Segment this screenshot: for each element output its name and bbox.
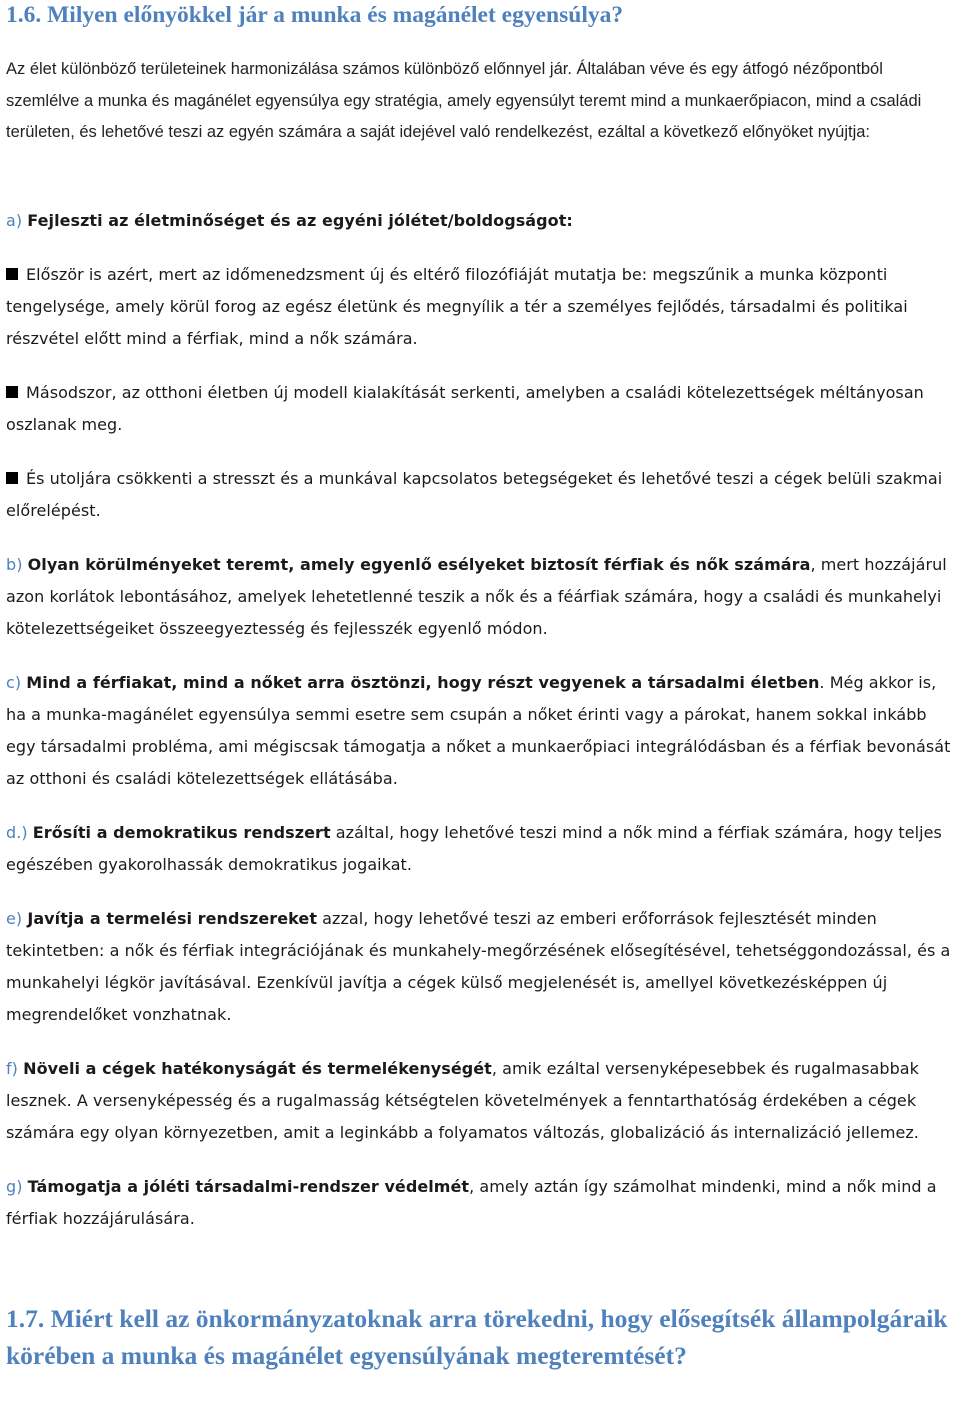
bullet-text: És utoljára csökkenti a stresszt és a munkával kapcsolatos betegségeket és lehetővé teszi a cégek belüli szakmai előrelépést.	[6, 469, 943, 520]
benefit-a-bullet-2	[6, 377, 958, 441]
benefit-e-letter: e)	[6, 909, 23, 928]
benefit-g	[6, 1171, 958, 1235]
square-bullet-icon	[6, 386, 18, 398]
benefit-d-text: azáltal, hogy lehetővé teszi mind a nők mind a férfiak számára, hogy teljes egészében gyakorolhassák demokratikus jogaikat.	[6, 823, 942, 874]
benefit-f-text: , amik ezáltal versenyképesebbek és rugalmasabbak lesznek. A versenyképesség és a rugalmasság kétségtelen követelmények a fenntarthatóság érdekében a cégek számára egy olyan környezetben, amit a leginkább a folyamatos változás, globalizáció ás internalizáció jellemez.	[6, 1059, 919, 1142]
benefit-b-title: Olyan körülményeket teremt, amely egyenlő esélyeket biztosít férfiak és nők számára	[27, 555, 811, 574]
benefit-c	[6, 667, 958, 795]
benefit-e-text: azzal, hogy lehetővé teszi az emberi erőforrások fejlesztését minden tekintetben: a nők és férfiak integrációjának és munkahely-megőrzésének elősegítésével, tehetséggondozással, és a munkahelyi légkör javításával. Ezenkívül javítja a cégek külső megjelenését is, amellyel következésképpen új megrendelőket vonzhatnak.	[6, 909, 951, 1024]
benefit-b-text: , mert hozzájárul azon korlátok lebontásához, amelyek lehetetlenné teszik a nők és a féárfiak számára, hogy a családi és munkahelyi kötelezettségeiket összeegyeztesség és fejlesszék egyenlő módon.	[6, 555, 947, 638]
bullet-text: Először is azért, mert az időmenedzsment új és eltérő filozófiáját mutatja be: megszűnik a munka központi tengelysége, amely körül forog az egész életünk és megnyílik a tér a személyes fejlődés, társadalmi és politikai részvétel előtt mind a férfiak, mind a nők számára.	[6, 265, 908, 348]
benefit-a-bullet-1	[6, 259, 958, 355]
benefit-a-bullet-3	[6, 463, 958, 527]
benefit-d	[6, 817, 958, 881]
section-heading-1-7: 1.7. Miért kell az önkormányzatoknak arra törekedni, hogy elősegítsék állampolgáraik körében a munka és magánélet egyensúlyának megteremtését?	[6, 1304, 948, 1370]
benefit-b-letter: b)	[6, 555, 23, 574]
square-bullet-icon	[6, 268, 18, 280]
benefit-d-letter: d.)	[6, 823, 28, 842]
benefit-g-letter: g)	[6, 1177, 23, 1196]
benefit-g-title: Támogatja a jóléti társadalmi-rendszer védelmét	[27, 1177, 470, 1196]
benefit-b	[6, 549, 958, 645]
benefit-a-letter: a)	[6, 211, 23, 230]
section-heading-1-6: 1.6. Milyen előnyökkel jár a munka és magánélet egyensúlya?	[6, 2, 624, 28]
intro-paragraph: Az élet különböző területeinek harmonizálása számos különböző előnnyel jár. Általában véve és egy átfogó nézőpontból szemlélve a munka és magánélet egyensúlya egy stratégia, amely egyensúlyt teremt mind a munkaerőpiacon, mind a családi területen, és lehetővé teszi az egyén számára a saját idejével való rendelkezést, ezáltal a következő előnyöket nyújtja:	[6, 60, 922, 141]
benefit-c-text: . Még akkor is, ha a munka-magánélet egyensúlya semmi esetre sem csupán a nőket érinti vagy a párokat, hanem sokkal inkább egy társadalmi probléma, ami mégiscsak támogatja a nőket a munkaerőpiaci integrálódásban és a férfiak bevonását az otthoni és családi kötelezettségek ellátásába.	[6, 673, 951, 788]
benefit-f-title: Növeli a cégek hatékonyságát és termelékenységét	[23, 1059, 492, 1078]
bullet-text: Másodszor, az otthoni életben új modell kialakítását serkenti, amelyben a családi kötelezettségek méltányosan oszlanak meg.	[6, 383, 924, 434]
benefit-f-letter: f)	[6, 1059, 18, 1078]
benefit-c-letter: c)	[6, 673, 22, 692]
benefit-g-text: , amely aztán így számolhat mindenki, mind a nők mind a férfiak hozzájárulására.	[6, 1177, 937, 1228]
benefit-a-title: Fejleszti az életminőséget és az egyéni jólétet/boldogságot:	[27, 211, 573, 230]
benefit-f	[6, 1053, 958, 1149]
square-bullet-icon	[6, 472, 18, 484]
benefit-e-title: Javítja a termelési rendszereket	[27, 909, 318, 928]
benefit-d-title: Erősíti a demokratikus rendszert	[32, 823, 331, 842]
benefit-a-heading	[6, 205, 958, 237]
benefit-e	[6, 903, 958, 1031]
benefit-c-title: Mind a férfiakat, mind a nőket arra ösztönzi, hogy részt vegyenek a társadalmi életben	[26, 673, 820, 692]
benefits-list	[6, 205, 958, 1235]
